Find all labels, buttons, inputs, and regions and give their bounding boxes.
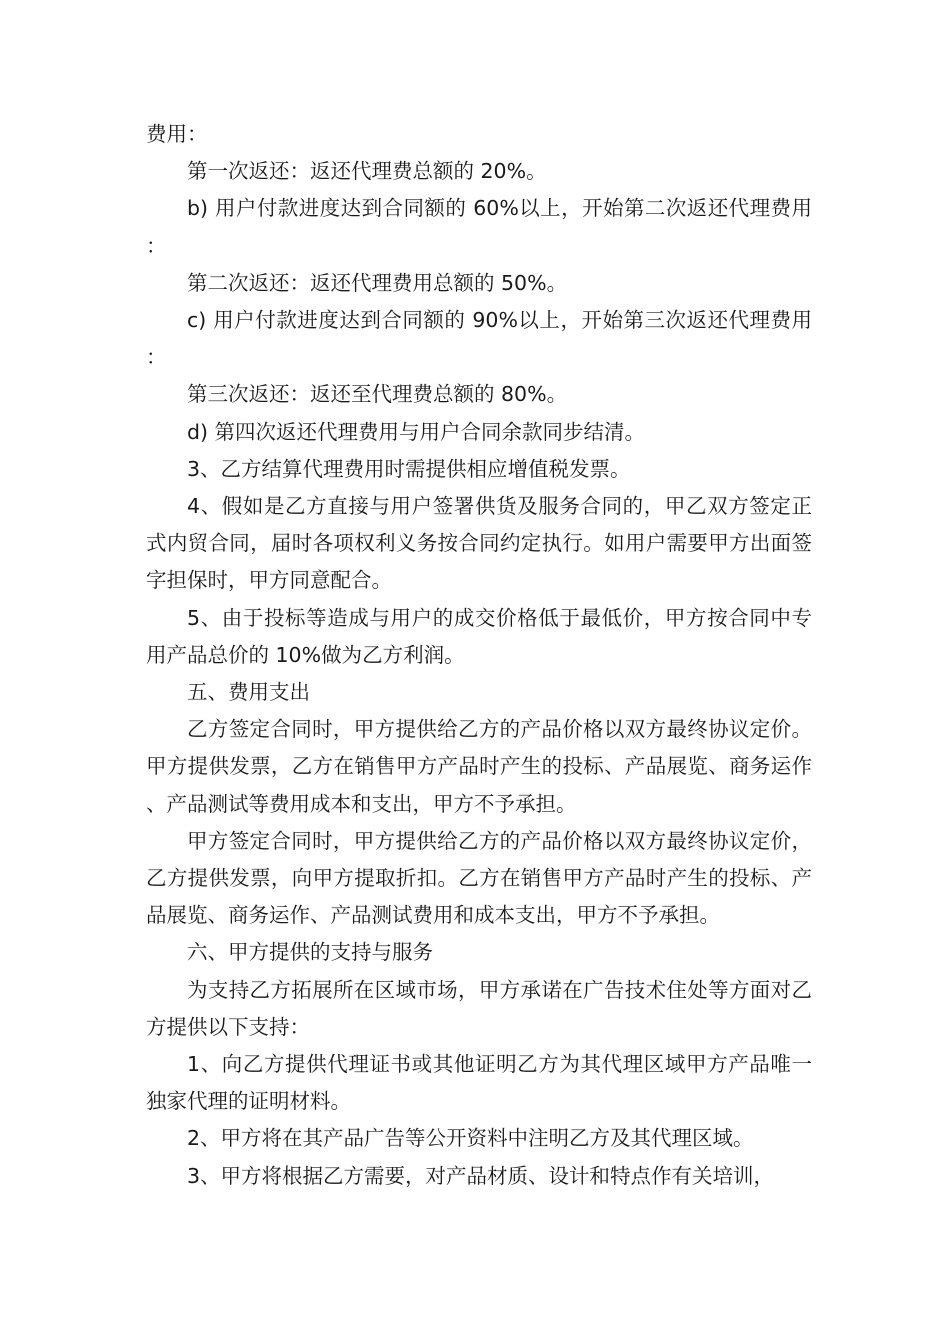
paragraph-item-c: c) 用户付款进度达到合同额的 90%以上，开始第三次返还代理费用：	[146, 308, 812, 370]
paragraph-fee-continued: 费用：	[146, 122, 208, 146]
paragraph-expenses-party-a: 甲方签定合同时，甲方提供给乙方的产品价格以双方最终协议定价，乙方提供发票，向甲方提取折扣。乙方在销售甲方产品时产生的投标、产品展览、商务运作、产品测试费用和成本支出，甲方不予承担。	[146, 828, 812, 928]
paragraph-clause-5: 5、由于投标等造成与用户的成交价格低于最低价，甲方按合同中专用产品总价的 10%做为乙方利润。	[146, 605, 812, 667]
section-heading-expenses: 五、费用支出	[187, 680, 310, 705]
paragraph-support-1: 1、向乙方提供代理证书或其他证明乙方为其代理区域甲方产品唯一独家代理的证明材料。	[146, 1052, 812, 1114]
paragraph-support-intro: 为支持乙方拓展所在区域市场，甲方承诺在广告技术住处等方面对乙方提供以下支持：	[146, 977, 812, 1039]
paragraph-support-3: 3、甲方将根据乙方需要，对产品材质、设计和特点作有关培训，	[187, 1163, 775, 1188]
paragraph-second-refund: 第二次返还：返还代理费用总额的 50%。	[187, 270, 568, 295]
paragraph-support-2: 2、甲方将在其产品广告等公开资料中注明乙方及其代理区域。	[187, 1126, 754, 1151]
paragraph-clause-4: 4、假如是乙方直接与用户签署供货及服务合同的，甲乙双方签定正式内贸合同，届时各项权利义务按合同约定执行。如用户需要甲方出面签字担保时，甲方同意配合。	[146, 494, 812, 593]
paragraph-expenses-party-b: 乙方签定合同时，甲方提供给乙方的产品价格以双方最终协议定价。甲方提供发票，乙方在销售甲方产品时产生的投标、产品展览、商务运作、产品测试等费用成本和支出，甲方不予承担。	[146, 717, 812, 816]
paragraph-clause-3: 3、乙方结算代理费用时需提供相应增值税发票。	[187, 456, 631, 481]
paragraph-third-refund: 第三次返还：返还至代理费总额的 80%。	[187, 382, 568, 407]
paragraph-item-d: d) 第四次返还代理费用与用户合同余款同步结清。	[187, 419, 646, 444]
paragraph-first-refund: 第一次返还：返还代理费总额的 20%。	[187, 159, 547, 184]
section-heading-support: 六、甲方提供的支持与服务	[187, 940, 433, 965]
document-body	[146, 116, 812, 1195]
paragraph-item-b: b) 用户付款进度达到合同额的 60%以上，开始第二次返还代理费用：	[146, 196, 812, 258]
